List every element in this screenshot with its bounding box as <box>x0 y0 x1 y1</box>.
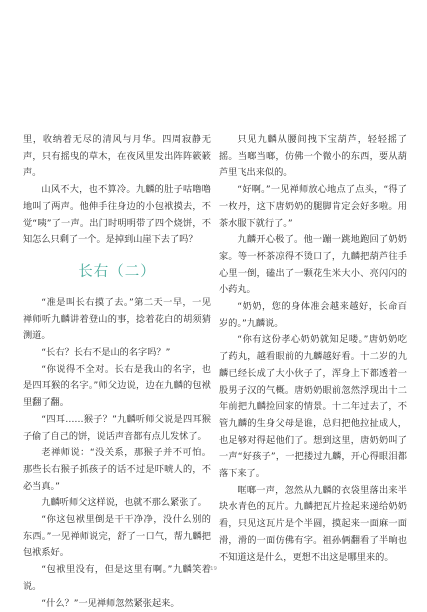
section-heading: 长右（二） <box>78 263 156 280</box>
left-column <box>23 132 211 612</box>
paragraph: 九麟开心极了。他一蹦一跳地跑回了奶奶家。等一杯茶凉得不烫口了，九麟把葫芦往手心里一倒，磕出了一颗花生米大小、亮闪闪的小药丸。 <box>219 234 407 296</box>
paragraph: 老禅师说：“没关系，那猴子并不可怕。那些长右猴子抓孩子的话不过是吓唬人的，不必当真。” <box>23 447 211 492</box>
paragraph: 哐啷一声，忽然从九麟的衣袋里落出来半块水青色的瓦片。九麟把瓦片捡起来递给奶奶看，只见这瓦片是个半圆，摸起来一面麻一面滑，滑的一面仿佛有字。祖孙俩翻看了半晌也不知道这是什么，更想不出这是哪里来的。 <box>219 484 407 563</box>
paragraph: “你这包袱里倒是干干净净，没什么别的东西。”一见禅师说完，舒了一口气，帮九麟把包袱系好。 <box>23 514 211 559</box>
page-number: 19 <box>210 566 217 572</box>
paragraph: “四耳……猴子？”九麟听师父说是四耳猴子偷了自己的饼，说话声音都有点儿发怵了。 <box>23 413 211 442</box>
paragraph: 山风不大，也不算冷。九麟的肚子咕噜噜地叫了两声。他伸手往身边的小包袱摸去，不觉“咦”了一声。出门时明明带了四个烧饼，不知怎么只剩了一个。是掉到山崖下去了吗？ <box>23 184 211 246</box>
paragraph: “包袱里没有，但是这里有啊。”九麟笑着说。 <box>23 564 211 592</box>
paragraph: “长右？长右不是山的名字吗？” <box>41 347 171 359</box>
right-column <box>219 132 407 566</box>
paragraph: “你说得不全对。长右是我山的名字，也是四耳猴的名字。”师父边说，边在九麟的包袱里翻了翻。 <box>23 363 211 409</box>
paragraph: 只见九麟从腰间拽下宝葫芦，轻轻摇了摇。当啷当啷，仿佛一个微小的东西，要从葫芦里飞出来似的。 <box>219 134 407 179</box>
paragraph: 里，收纳着无尽的清风与月华。四周寂静无声，只有摇曳的草木，在夜风里发出阵阵簌簌声。 <box>23 134 211 179</box>
paragraph: “什么？”一见禅师忽然紧张起来。 <box>41 597 180 609</box>
paragraph: 九麟听师父这样说，也就不那么紧张了。 <box>41 497 207 509</box>
paragraph: “准是叫长右摸了去。”第二天一早，一见禅师听九麟讲着登山的事，捻着花白的胡须猜测道。 <box>23 296 211 342</box>
paragraph: “奶奶，您的身体准会越来越好，长命百岁的。”九麟说。 <box>219 301 407 329</box>
paragraph: “好啊。”一见禅师放心地点了点头，“得了一枚丹，这下唐奶奶的腿脚肯定会好多啦。用茶水服下就行了。” <box>219 184 407 229</box>
paragraph: “你有这份孝心奶奶就知足喽。”唐奶奶吃了药丸，越看眼前的九麟越好看。十二岁的九麟已经长成了大小伙子了，浑身上下都透着一股男子汉的气概。唐奶奶眼前忽然浮现出十二年前把九麟捡回家的情景。十二年过去了，不管九麟的生身父母是谁，总归把他拉扯成人，也足够对得起他们了。想到这里，唐奶奶叫了一声“好孩子”，一把搂过九麟，开心得眼泪都落下来了。 <box>219 334 407 480</box>
